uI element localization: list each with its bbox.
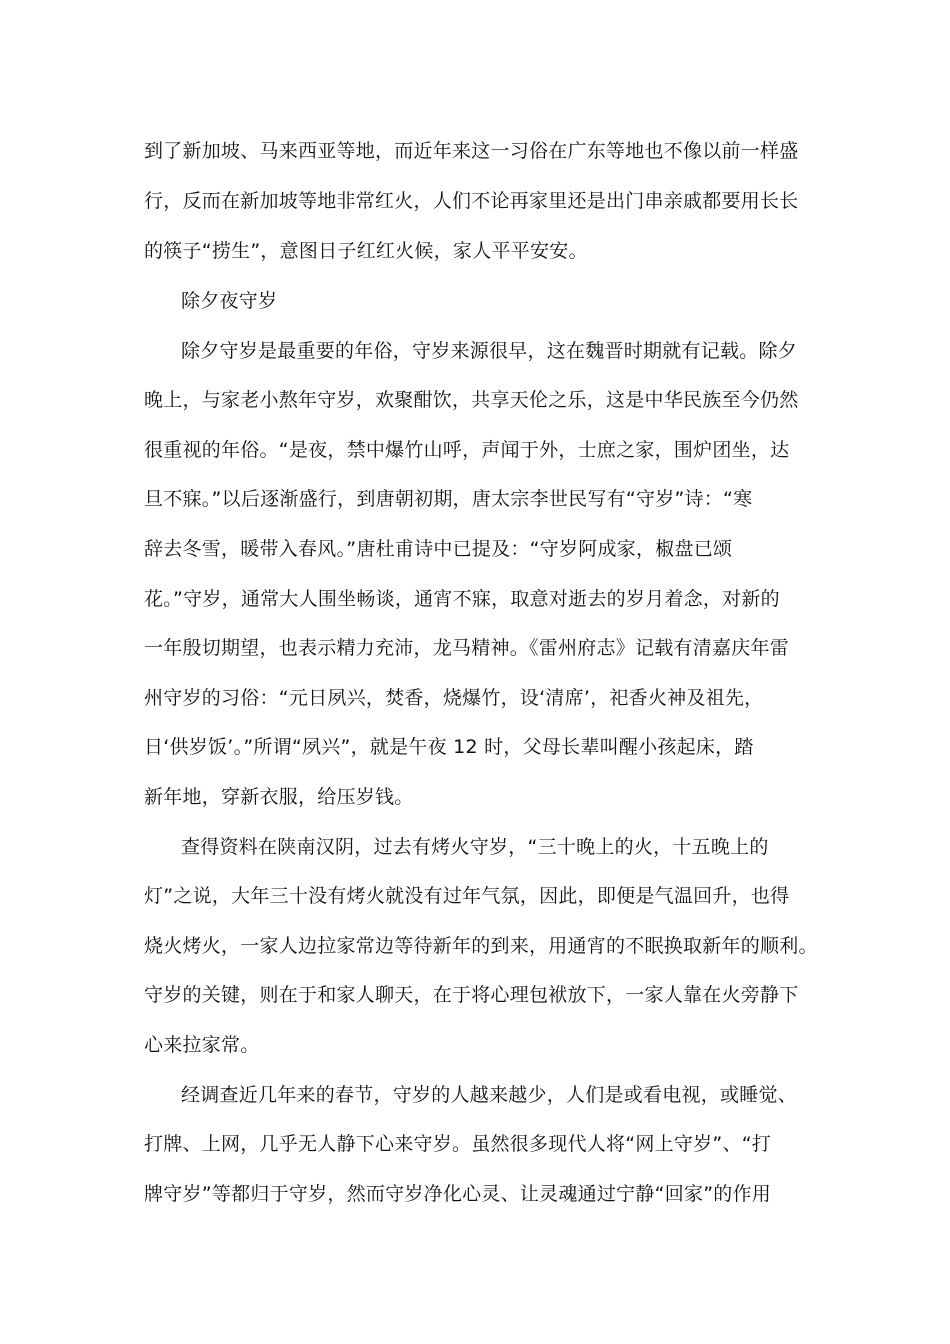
text-line: 守岁的关键，则在于和家人聊天，在于将心理包袱放下，一家人靠在火旁静下 bbox=[144, 984, 799, 1006]
text-line: 晚上，与家老小熬年守岁，欢聚酣饮，共享天伦之乐，这是中华民族至今仍然 bbox=[144, 389, 799, 411]
text-line: 打牌、上网，几乎无人静下心来守岁。虽然很多现代人将“网上守岁”、“打 bbox=[144, 1133, 772, 1155]
text-line: 的筷子“捞生”，意图日子红红火候，家人平平安安。 bbox=[144, 240, 588, 262]
text-line: 花。”守岁，通常大人围坐畅谈，通宵不寐，取意对逝去的岁月着念，对新的 bbox=[144, 588, 780, 610]
text-line: 旦不寐。”以后逐渐盛行，到唐朝初期，唐太宗李世民写有“守岁”诗：“寒 bbox=[144, 488, 753, 510]
text-line: 除夕守岁是最重要的年俗，守岁来源很早，这在魏晋时期就有记载。除夕 bbox=[181, 340, 798, 362]
text-line: 经调查近几年来的春节，守岁的人越来越少，人们是或看电视，或睡觉、 bbox=[181, 1084, 798, 1106]
text-line: 州守岁的习俗：“元日夙兴，焚香，烧爆竹，设‘清席’，祀香火神及祖先， bbox=[144, 687, 764, 709]
text-line: 日‘供岁饭’。”所谓“夙兴”，就是午夜 12 时，父母长辈叫醒小孩起床，踏 bbox=[144, 736, 754, 758]
text-line: 辞去冬雪，暖带入春风。”唐杜甫诗中已提及：“守岁阿成家，椒盘已颂 bbox=[144, 538, 733, 560]
text-line: 到了新加坡、马来西亚等地，而近年来这一习俗在广东等地也不像以前一样盛 bbox=[144, 140, 799, 162]
text-line: 很重视的年俗。“是夜，禁中爆竹山呼，声闻于外，士庶之家，围炉团坐，达 bbox=[144, 439, 790, 461]
text-line: 心来拉家常。 bbox=[144, 1034, 260, 1056]
text-line: 牌守岁”等都归于守岁，然而守岁净化心灵、让灵魂通过宁静“回家”的作用 bbox=[144, 1183, 772, 1205]
text-line: 一年殷切期望，也表示精力充沛，龙马精神。《雷州府志》记载有清嘉庆年雷 bbox=[144, 637, 790, 659]
text-line: 查得资料在陕南汉阴，过去有烤火守岁，“三十晚上的火，十五晚上的 bbox=[181, 836, 769, 858]
text-line: 烧火烤火，一家人边拉家常边等待新年的到来，用通宵的不眠换取新年的顺利。 bbox=[144, 935, 818, 957]
text-line: 行，反而在新加坡等地非常红火，人们不论再家里还是出门串亲戚都要用长长 bbox=[144, 190, 799, 212]
section-heading: 除夕夜守岁 bbox=[181, 290, 278, 312]
text-line: 新年地，穿新衣服，给压岁钱。 bbox=[144, 786, 414, 808]
text-line: 灯”之说，大年三十没有烤火就没有过年气氛，因此，即便是气温回升，也得 bbox=[144, 885, 790, 907]
